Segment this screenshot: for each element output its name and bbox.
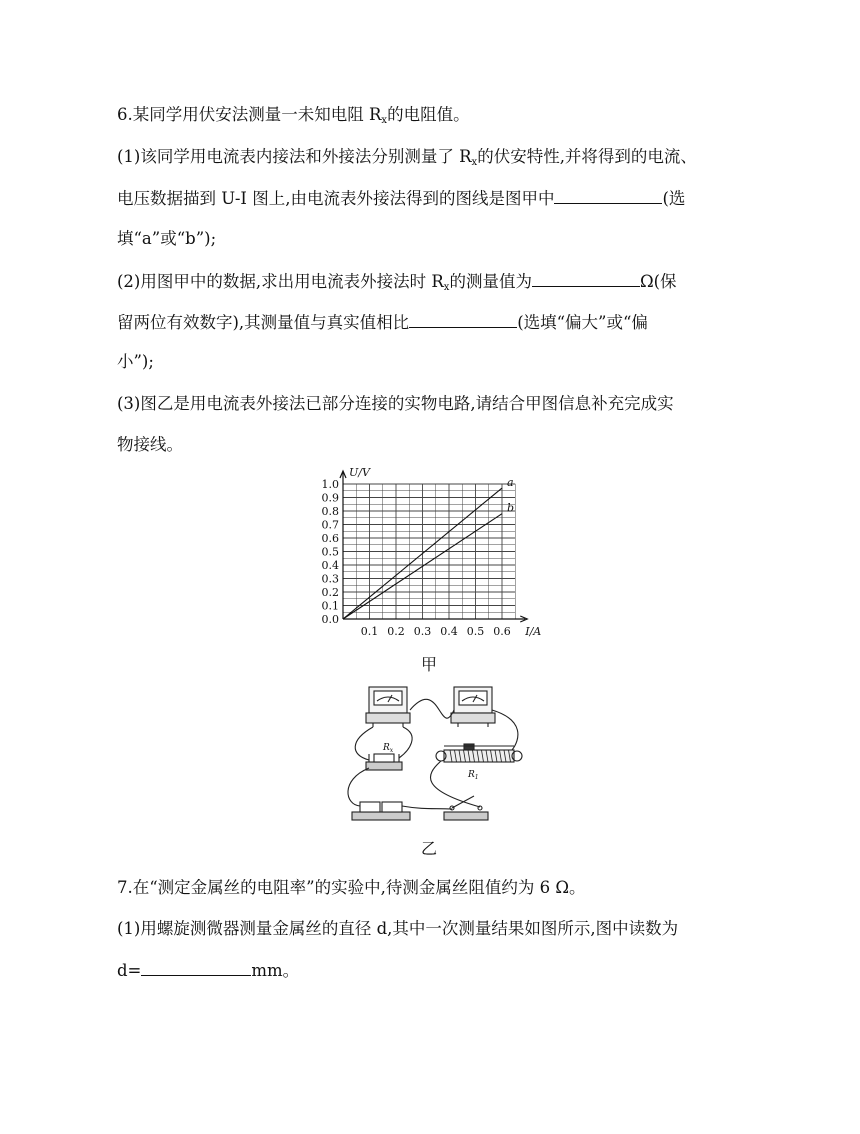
chart-axes (340, 471, 527, 622)
ui-graph-chart (310, 462, 550, 644)
rx-label: $R_x$ (383, 743, 394, 754)
x-tick-label: 0.5 (466, 625, 485, 638)
figure-caption-jia: 甲 (421, 655, 438, 674)
q6-part2-line3: 小”); (117, 352, 154, 371)
x-tick-label: 0.1 (360, 625, 379, 638)
y-tick-label: 0.5 (321, 545, 339, 559)
q6-part2-line1: (2)用图甲中的数据,求出用电流表外接法时 $R_x$的测量值为 Ω(保 (117, 272, 677, 293)
q7-part1-line1: (1)用螺旋测微器测量金属丝的直径 d,其中一次测量结果如图所示,图中读数为 (117, 919, 679, 938)
series-label-a: a (507, 476, 514, 490)
chart-grid (343, 484, 515, 619)
y-tick-label: 1.0 (321, 478, 339, 491)
y-tick-label: 0.0 (321, 613, 339, 626)
q6-part1-line1: (1)该同学用电流表内接法和外接法分别测量了 $R_x$的伏安特性,并将得到的电流、 (117, 147, 697, 168)
resistor-rx (366, 754, 402, 770)
q6-part3-line1: (3)图乙是用电流表外接法已部分连接的实物电路,请结合甲图信息补充完成实 (117, 394, 674, 413)
q6-part1-line3: 填“a”或“b”); (117, 229, 217, 248)
y-tick-label: 0.3 (321, 572, 339, 586)
x-tick-label: 0.2 (387, 625, 405, 638)
r1-label: $R_1$ (468, 770, 479, 781)
answer-blank-4[interactable] (141, 959, 251, 976)
answer-blank-2[interactable] (532, 270, 640, 287)
y-tick-label: 0.7 (321, 518, 339, 532)
y-tick-label: 0.1 (321, 599, 339, 613)
x-tick-label: 0.3 (413, 625, 432, 638)
q6-part2-line2: 留两位有效数字),其测量值与真实值相比 (选填“偏大”或“偏 (117, 313, 648, 332)
battery (352, 802, 410, 820)
q6-part3-line2: 物接线。 (117, 435, 183, 454)
y-tick-label: 0.2 (321, 586, 339, 599)
answer-blank-1[interactable] (554, 187, 662, 204)
x-tick-label: 0.4 (440, 625, 458, 638)
x-axis-label: I/A (525, 625, 542, 638)
y-axis-label: U/V (349, 466, 370, 479)
circuit-diagram (340, 680, 540, 830)
answer-blank-3[interactable] (409, 311, 517, 328)
q6-intro: 6.某同学用伏安法测量一未知电阻 $R_x$的电阻值。 (117, 105, 470, 126)
q7-intro: 7.在“测定金属丝的电阻率”的实验中,待测金属丝阻值约为 6 Ω。 (117, 878, 586, 897)
switch (444, 796, 488, 820)
y-tick-label: 0.9 (321, 491, 339, 505)
y-tick-label: 0.8 (321, 505, 339, 518)
ammeter (451, 687, 495, 727)
series-label-b: b (507, 501, 515, 515)
q6-part1-line2: 电压数据描到 U-I 图上,由电流表外接法得到的图线是图甲中 (选 (117, 189, 686, 208)
q7-part1-line2: d= mm。 (117, 961, 300, 980)
y-tick-label: 0.6 (321, 532, 339, 545)
figure-caption-yi: 乙 (421, 839, 438, 858)
x-tick-label: 0.6 (493, 625, 511, 638)
voltmeter (366, 687, 410, 727)
y-tick-label: 0.4 (321, 559, 339, 572)
rheostat-r1 (436, 744, 522, 762)
